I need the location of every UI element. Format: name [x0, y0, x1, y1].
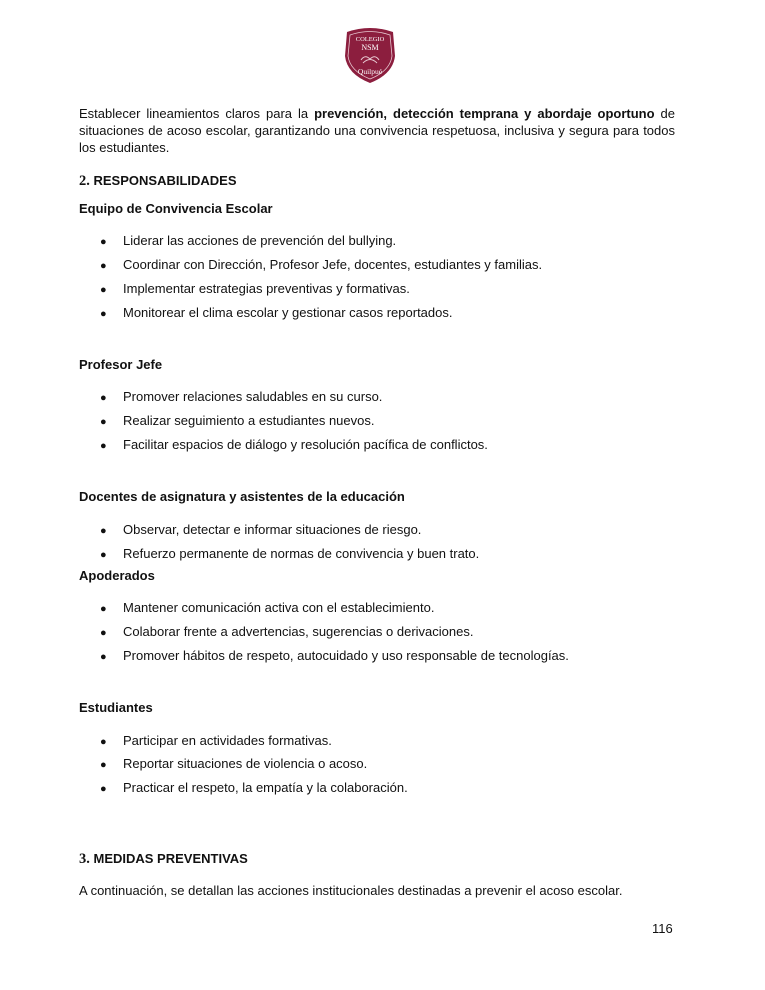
bullet-icon: ● [100, 549, 107, 561]
list-item-text: Monitorear el clima escolar y gestionar casos reportados. [123, 305, 453, 320]
intro-bold: prevención, detección temprana y abordaje oportuno [314, 106, 655, 121]
list-item-text: Observar, detectar e informar situaciones de riesgo. [123, 522, 422, 537]
list-item-text: Facilitar espacios de diálogo y resolución pacífica de conflictos. [123, 437, 488, 452]
list-item-text: Participar en actividades formativas. [123, 733, 332, 748]
group-heading: Apoderados [79, 568, 155, 583]
list-item-text: Practicar el respeto, la empatía y la colaboración. [123, 780, 408, 795]
bullet-icon: ● [100, 759, 107, 771]
bullet-icon: ● [100, 783, 107, 795]
section-2-number: 2. [79, 173, 90, 189]
section-2-title: RESPONSABILIDADES [93, 173, 237, 188]
bullet-icon: ● [100, 392, 107, 404]
list-item [100, 546, 479, 561]
section-3-heading [79, 851, 248, 868]
crest-line3: Quilpué [357, 67, 383, 76]
bullet-icon: ● [100, 260, 107, 272]
crest-line2: NSM [361, 43, 379, 52]
list-item-text: Realizar seguimiento a estudiantes nuevos. [123, 413, 375, 428]
list-item [100, 389, 382, 404]
school-crest-logo [341, 26, 399, 84]
list-item [100, 233, 396, 248]
group-heading: Profesor Jefe [79, 357, 163, 372]
intro-text-1: Establecer lineamientos claros para la [79, 106, 315, 121]
list-item [100, 257, 542, 272]
list-item-text: Refuerzo permanente de normas de convivencia y buen trato. [123, 546, 480, 561]
list-item [100, 522, 421, 537]
list-item-text: Implementar estrategias preventivas y formativas. [123, 281, 410, 296]
bullet-icon: ● [100, 284, 107, 296]
bullet-icon: ● [100, 525, 107, 537]
list-item-text: Mantener comunicación activa con el establecimiento. [123, 600, 435, 615]
list-item [100, 733, 332, 748]
crest-line1: COLEGIO [355, 36, 385, 43]
list-item [100, 648, 569, 663]
bullet-icon: ● [100, 236, 107, 248]
intro-text-2: de situaciones de acoso escolar, garantizando una convivencia respetuosa, inclusiva y segura para todos los estudiantes. [79, 106, 675, 155]
list-item-text: Promover relaciones saludables en su curso. [123, 389, 383, 404]
list-item [100, 780, 408, 795]
list-item-text: Reportar situaciones de violencia o acoso. [123, 756, 368, 771]
list-item-text: Coordinar con Dirección, Profesor Jefe, docentes, estudiantes y familias. [123, 257, 543, 272]
list-item [100, 437, 488, 452]
list-item [100, 305, 452, 320]
group-heading: Equipo de Convivencia Escolar [79, 201, 273, 216]
page-number: 116 [652, 921, 673, 936]
section-3-title: MEDIDAS PREVENTIVAS [93, 851, 248, 866]
intro-paragraph [79, 105, 675, 156]
group-heading: Estudiantes [79, 700, 153, 715]
list-item [100, 281, 410, 296]
list-item [100, 413, 374, 428]
list-item-text: Promover hábitos de respeto, autocuidado y uso responsable de tecnologías. [123, 648, 569, 663]
group-heading: Docentes de asignatura y asistentes de la educación [79, 489, 405, 504]
section-2-heading [79, 173, 237, 190]
bullet-icon: ● [100, 651, 107, 663]
bullet-icon: ● [100, 627, 107, 639]
section-3-text: A continuación, se detallan las acciones institucionales destinadas a prevenir el acoso escolar. [79, 883, 623, 898]
section-3-number: 3. [79, 851, 90, 867]
bullet-icon: ● [100, 440, 107, 452]
bullet-icon: ● [100, 416, 107, 428]
bullet-icon: ● [100, 736, 107, 748]
bullet-icon: ● [100, 603, 107, 615]
list-item [100, 756, 367, 771]
bullet-icon: ● [100, 308, 107, 320]
list-item [100, 600, 434, 615]
list-item-text: Liderar las acciones de prevención del bullying. [123, 233, 397, 248]
list-item [100, 624, 473, 639]
list-item-text: Colaborar frente a advertencias, sugerencias o derivaciones. [123, 624, 474, 639]
